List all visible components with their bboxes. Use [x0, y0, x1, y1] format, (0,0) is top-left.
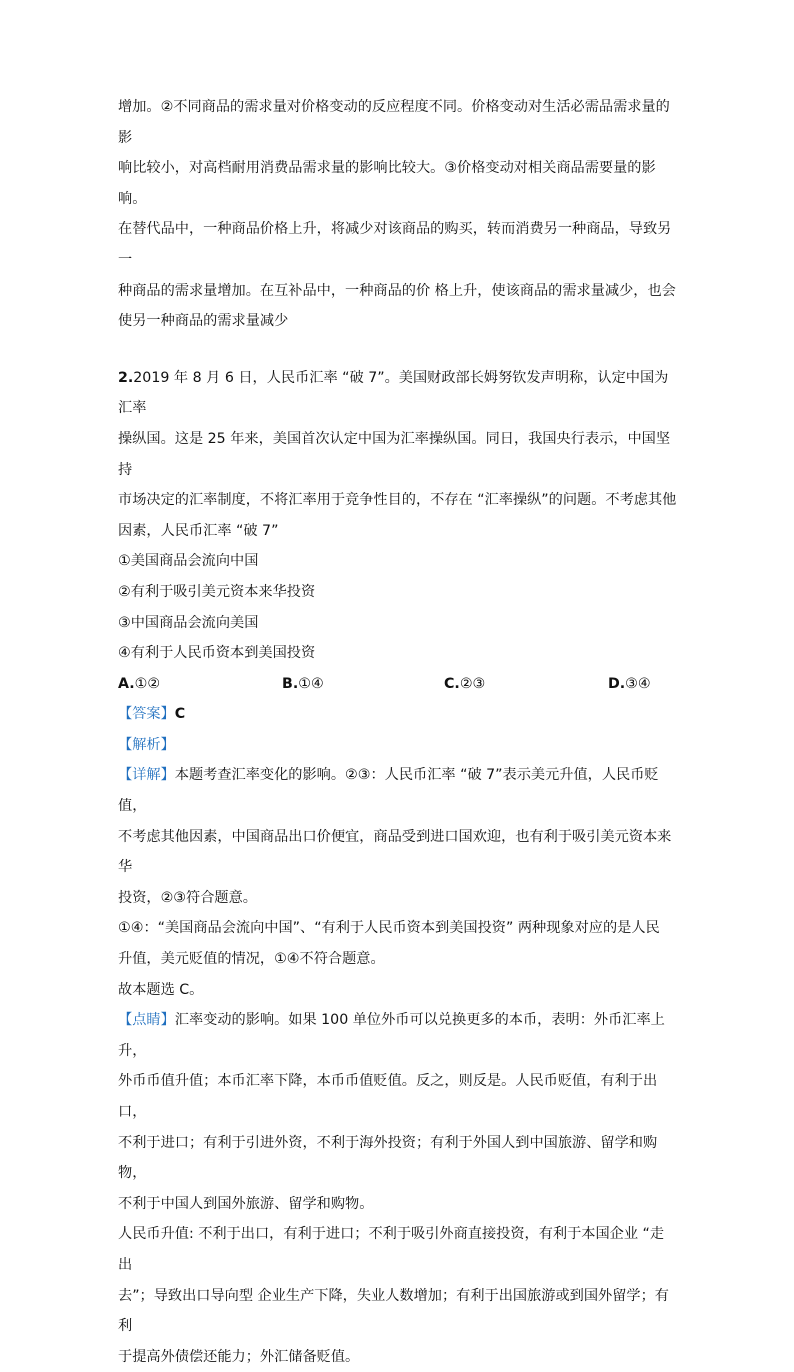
intro-paragraph: [118, 92, 678, 337]
option-letter: D.: [608, 675, 626, 692]
statement-4: ④有利于人民币资本到美国投资: [118, 645, 316, 662]
statement-3: ③中国商品会流向美国: [118, 614, 259, 631]
tip-text: 汇率变动的影响。如果 100 单位外币可以兑换更多的本币，表明：外币汇率上升，: [118, 1012, 665, 1059]
answer-options: [118, 669, 678, 700]
question-stem-line: [118, 363, 678, 424]
statement-2: ②有利于吸引美元资本来华投资: [118, 583, 316, 600]
question-stem-line: 操纵国。这是 25 年来，美国首次认定中国为汇率操纵国。同日，我国央行表示，中国坚持: [118, 430, 671, 478]
detail-line: 故本题选 C。: [118, 981, 204, 998]
option-d: [608, 669, 651, 700]
tip-line: 不利于中国人到国外旅游、留学和购物。: [118, 1195, 374, 1212]
analysis-section: [118, 730, 678, 1372]
option-text: ①④: [298, 675, 324, 692]
option-text: ①②: [134, 675, 161, 692]
intro-line: 增加。②不同商品的需求量对价格变动的反应程度不同。价格变动对生活必需品需求量的影: [118, 99, 670, 146]
analysis-label: 【解析】: [118, 736, 175, 753]
tip-line: 不利于进口；有利于引进外资，不利于海外投资；有利于外国人到中国旅游、留学和购物，: [118, 1134, 658, 1182]
tip-line: 人民币升值: 不利于出口，有利于进口；不利于吸引外商直接投资，有利于本国企业 “走出: [118, 1226, 665, 1273]
intro-line: 种商品的需求量增加。在互补品中，一种商品的价 格上升，使该商品的需求量减少，也会: [118, 282, 676, 299]
question-2: [118, 363, 678, 700]
option-text: ③④: [625, 675, 651, 692]
tip-line: 于提高外债偿还能力；外汇储备贬值。: [118, 1348, 360, 1365]
tip-line: 外币币值升值；本币汇率下降，本币币值贬值。反之，则反是。人民币贬值，有利于出口，: [118, 1073, 658, 1120]
tip-line: [118, 1005, 678, 1066]
question-number: 2.: [118, 369, 134, 386]
detail-text: 本题考查汇率变化的影响。②③：人民币汇率 “破 7”表示美元升值，人民币贬值，: [118, 767, 659, 815]
detail-line: 不考虑其他因素，中国商品出口价便宜，商品受到进口国欢迎，也有利于吸引美元资本来华: [118, 828, 672, 876]
option-letter: C.: [444, 675, 460, 692]
intro-line: 在替代品中，一种商品价格上升，将减少对该商品的购买，转而消费另一种商品，导致另一: [118, 221, 672, 268]
statement-1: ①美国商品会流向中国: [118, 553, 259, 570]
detail-line: 升值，美元贬值的情况，①④不符合题意。: [118, 951, 385, 968]
option-letter: B.: [282, 675, 299, 692]
analysis-label-line: [118, 730, 678, 761]
detail-line: 投资，②③符合题意。: [118, 889, 257, 906]
option-letter: A.: [118, 675, 135, 692]
tip-line: 去”；导致出口导向型 企业生产下降，失业人数增加；有利于出国旅游或到国外留学；有利: [118, 1287, 669, 1335]
question-stem-line: 市场决定的汇率制度，不将汇率用于竞争性目的，不存在 “汇率操纵”的问题。不考虑其他: [118, 492, 677, 509]
detail-label: 【详解】: [118, 767, 175, 784]
detail-line: [118, 760, 678, 821]
answer-value: C: [174, 706, 186, 723]
option-b: [282, 669, 324, 700]
page-content: [118, 92, 678, 1372]
intro-line: 使另一种商品的需求量减少: [118, 313, 289, 330]
question-stem-line: 因素，人民币汇率 “破 7”: [118, 522, 279, 539]
option-a: [118, 669, 160, 700]
question-stem-text: 2019 年 8 月 6 日，人民币汇率 “破 7”。美国财政部长姆努钦发声明称，认定中国为汇率: [118, 369, 669, 417]
tip-label: 【点睛】: [118, 1012, 175, 1029]
answer-line: [118, 699, 678, 730]
option-c: [444, 669, 485, 700]
intro-line: 响比较小，对高档耐用消费品需求量的影响比较大。③价格变动对相关商品需要量的影响。: [118, 160, 656, 207]
option-text: ②③: [459, 675, 486, 692]
detail-line: ①④：“美国商品会流向中国”、“有利于人民币资本到美国投资” 两种现象对应的是人民: [118, 920, 660, 937]
answer-label: 【答案】: [118, 706, 175, 723]
